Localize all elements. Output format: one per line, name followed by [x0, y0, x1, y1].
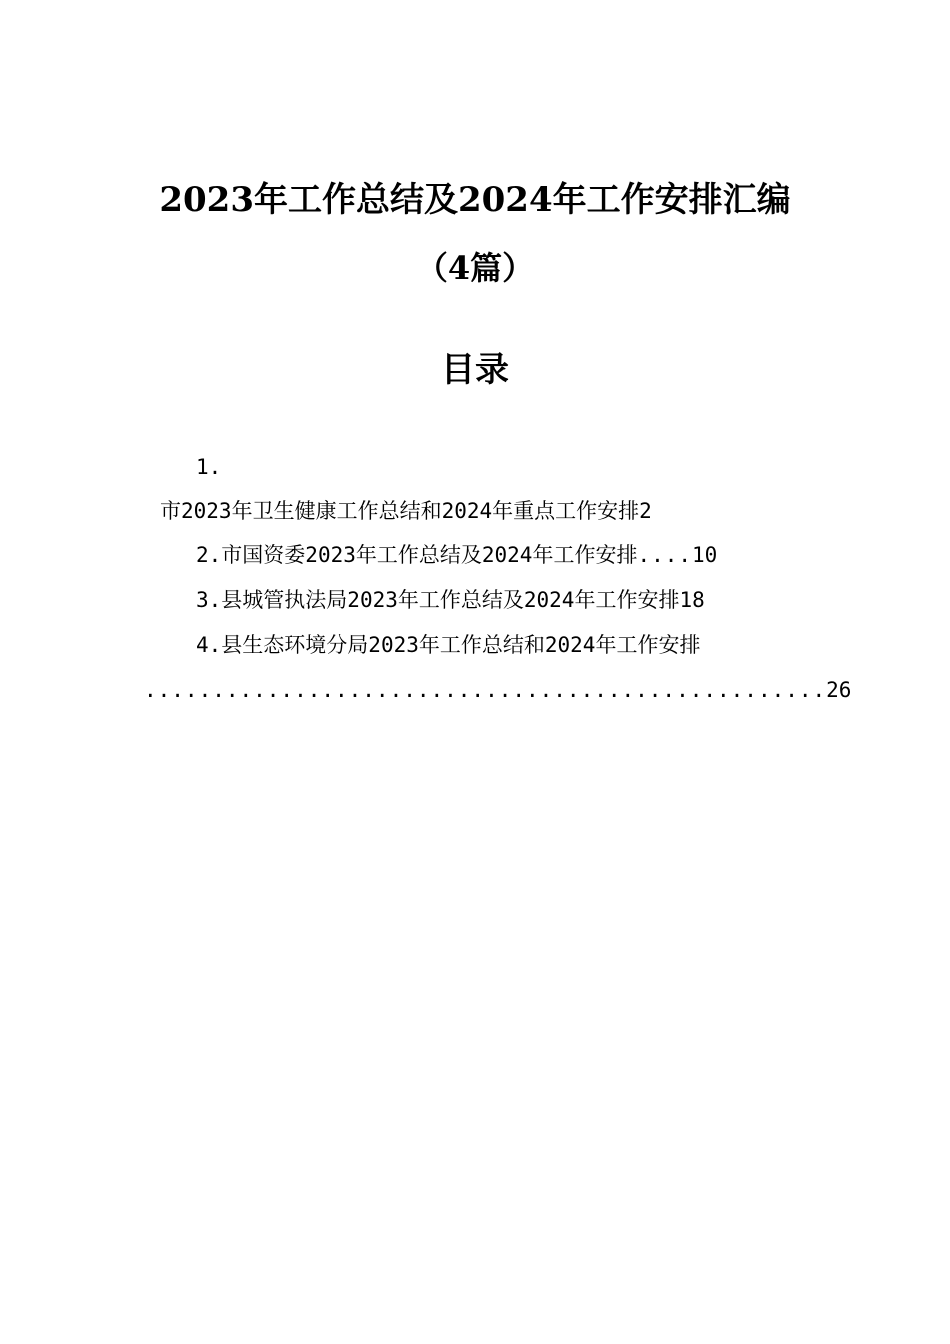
toc-entry-number: 4. — [196, 633, 222, 657]
toc-entry-4-continuation[interactable] — [144, 675, 851, 705]
toc-entry-title: 市2023年卫生健康工作总结和2024年重点工作安排 — [160, 499, 640, 523]
toc-entry-title: 县城管执法局2023年工作总结及2024年工作安排 — [221, 588, 680, 612]
toc-entry-1[interactable] — [160, 496, 652, 526]
toc-entry-number: 2. — [196, 543, 222, 567]
document-title: 2023年工作总结及2024年工作安排汇编 — [159, 180, 791, 220]
toc-entry-page: 18 — [679, 588, 705, 612]
toc-entry-title: 市国资委2023年工作总结及2024年工作安排 — [221, 543, 638, 567]
toc-entry-2[interactable] — [196, 540, 717, 570]
toc-entry-number: 1. — [196, 455, 222, 479]
toc-entry-leader: .................................................. — [144, 678, 827, 702]
document-subtitle: （4篇） — [415, 249, 535, 287]
toc-entry-1-number[interactable] — [196, 452, 221, 482]
toc-entry-number: 3. — [196, 588, 222, 612]
toc-entry-page: 26 — [826, 678, 852, 702]
toc-entry-page: 2 — [639, 499, 652, 523]
toc-entry-3[interactable] — [196, 585, 705, 615]
toc-entry-4[interactable] — [196, 630, 700, 660]
toc-entry-title: 县生态环境分局2023年工作总结和2024年工作安排 — [221, 633, 701, 657]
toc-heading: 目录 — [441, 350, 509, 390]
toc-entry-leader: .... — [637, 543, 693, 567]
toc-entry-page: 10 — [692, 543, 718, 567]
